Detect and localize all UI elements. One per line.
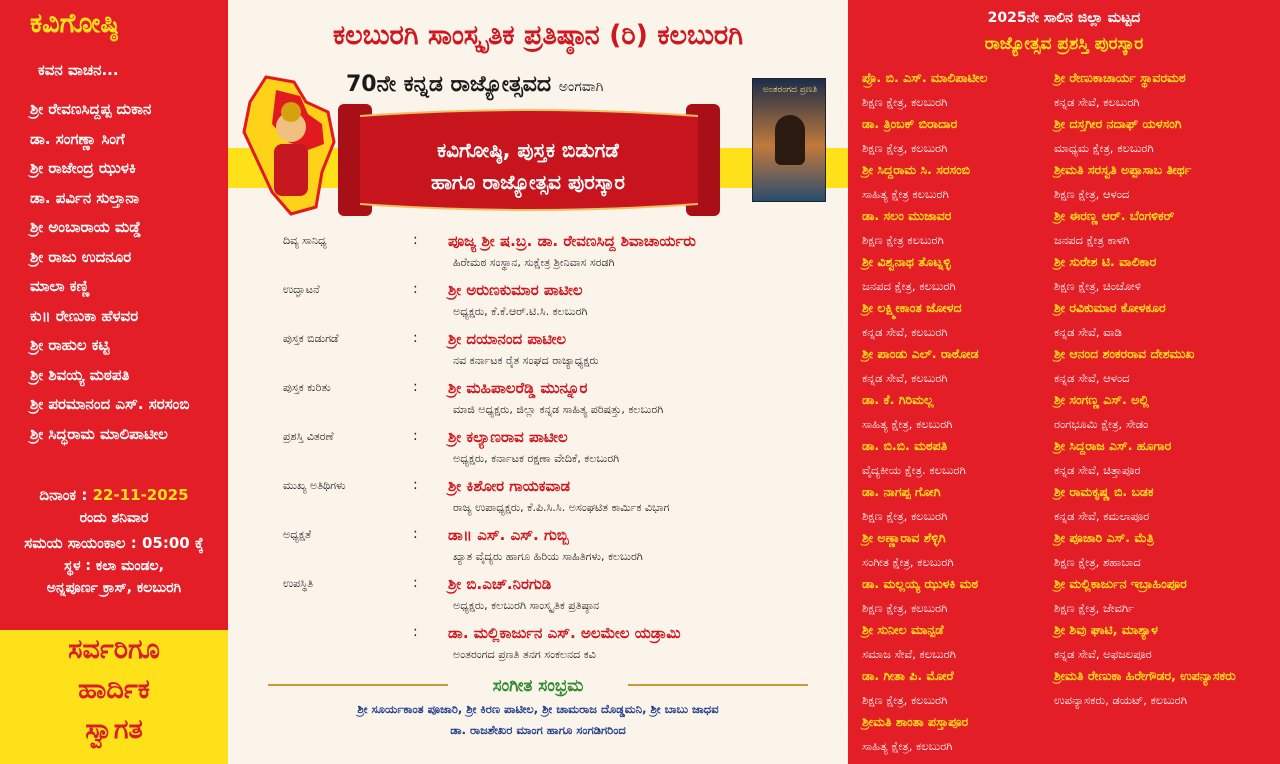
center-panel [228,0,848,764]
awardee-entry [1054,392,1269,438]
guest-desc: ಖ್ಯಾತ ವೈದ್ಯರು ಹಾಗೂ ಹಿರಿಯ ಸಾಹಿತಿಗಳು, ಕಲಬುರಗಿ [453,550,643,563]
awardee-name: ಶ್ರೀಮತಿ ರೇಣುಕಾ ಹಿರೇಗೌಡರ, ಉಪನ್ಯಾಸಕರು [1054,668,1236,683]
awardee-entry [1054,622,1269,668]
awardee-entry [862,484,1077,530]
book-title: ಅಂತರಂಗದ ಪ್ರಣತಿ [762,85,818,95]
awardee-entry [1054,438,1269,484]
welcome-line: ಹಾರ್ದಿಕ [78,674,150,705]
music-section-title: ಸಂಗೀತ ಸಂಭ್ರಮ [492,676,584,696]
awardee-name: ಶ್ರೀ ದಸ್ತಗೀರ ನದಾಫ್ ಯಳಸಂಗಿ [1054,116,1182,131]
awardee-field: ಮಾಧ್ಯಮ ಕ್ಷೇತ್ರ, ಕಲಬುರಗಿ [1054,141,1154,155]
awardee-field: ಸಾಹಿತ್ಯ ಕ್ಷೇತ್ರ, ಕಲಬುರಗಿ [862,417,953,431]
awardee-entry [862,208,1077,254]
awardee-field: ಶಿಕ್ಷಣ ಕ್ಷೇತ್ರ, ಕಲಬುರಗಿ [862,601,948,615]
awards-subtitle: ರಾಜ್ಯೋತ್ಸವ ಪ್ರಶಸ್ತಿ ಪುರಸ್ಕಾರ [984,34,1144,54]
event-day: ರಂದು ಶನಿವಾರ [79,510,149,526]
list-item: ಶ್ರೀ ಅಂಬಾರಾಯ ಮಡ್ಡೆ [30,218,142,236]
awardee-name: ಶ್ರೀ ಸಿದ್ದರಾಜ ಎಸ್. ಹೂಗಾರ [1054,438,1172,453]
awardee-name: ಶ್ರೀ ರೇಣುಕಾಚಾರ್ಯ ಸ್ಥಾವರಮಠ [1054,70,1186,85]
awardee-name: ಡಾ. ತ್ರಿಂಬಕ್ ಬಿರಾದಾರ [862,116,958,131]
program-row [283,281,843,329]
awardee-field: ಕನ್ನಡ ಸೇವೆ, ಕಲಬುರಗಿ [1054,95,1140,109]
guest-desc: ಅಧ್ಯಕ್ಷರು, ಕೆ.ಕೆ.ಆರ್.ಟಿ.ಸಿ. ಕಲಬುರಗಿ [453,305,588,318]
separator-colon: : [413,477,418,493]
awardee-name: ಶ್ರೀ ಸಿದ್ದರಾಮ ಸಿ. ಸರಸಂಬಿ [862,162,971,177]
rajyotsava-subtitle: 70ನೇ ಕನ್ನಡ ರಾಜ್ಯೋತ್ಸವದ ಅಂಗವಾಗಿ [346,72,604,97]
awardee-entry [862,622,1077,668]
program-row [283,379,843,427]
awardee-field: ಜನಪದ ಕ್ಷೇತ್ರ, ಕಲಬುರಗಿ [862,279,956,293]
awardee-name: ಶ್ರೀ ಸಂಗಣ್ಣ ಎಸ್. ಅಲ್ಲಿ [1054,392,1149,407]
welcome-line: ಸರ್ವರಿಗೂ [68,634,160,665]
awardee-name: ಡಾ. ಗೀತಾ ಪಿ. ಮೋರೆ [862,668,954,683]
list-item: ಶ್ರೀ ಪರಮಾನಂದ ಎಸ್. ಸರಸಂಬಿ [30,395,190,413]
guest-desc: ರಾಜ್ಯ ಉಪಾಧ್ಯಕ್ಷರು, ಕೆ.ಪಿ.ಸಿ.ಸಿ. ಅಸಂಘಟಿತ ಕಾರ್ಮಿಕ ವಿಭಾಗ [453,501,670,514]
poet-list [30,100,189,454]
music-performers: ಡಾ. ರಾಜಶೇಖರ ಮಾಂಗ ಹಾಗೂ ಸಂಗಡಿಗರಿಂದ [450,723,626,737]
awardee-field: ಸಾಹಿತ್ಯ ಕ್ಷೇತ್ರ ಕಲಬುರಗಿ [862,187,949,201]
program-row [283,428,843,476]
guest-name: ಶ್ರೀ ಅರುಣಕುಮಾರ ಪಾಟೀಲ [448,281,583,299]
list-item: ಶ್ರೀ ರಾಜೇಂದ್ರ ಝುಳಕಿ [30,159,136,177]
event-date: ದಿನಾಂಕ : 22-11-2025 [39,486,189,504]
guest-name: ಡಾ॥ ಎಸ್. ಎಸ್. ಗುಬ್ಬಿ [448,526,569,544]
awardee-field: ಕನ್ನಡ ಸೇವೆ, ಅಫಜಲಪೂರ [1054,647,1152,661]
separator-colon: : [413,379,418,395]
event-time: ಸಮಯ ಸಾಯಂಕಾಲ : 05:00 ಕ್ಕೆ [24,534,204,552]
kavana-vachana-subtitle: ಕವನ ವಾಚನ... [38,61,119,79]
awardee-name: ಡಾ. ಸಲಂ ಮುಜಾವರ [862,208,952,223]
awardee-name: ಶ್ರೀ ಮಲ್ಲಿಕಾರ್ಜುನ ಇಬ್ರಾಹಿಂಪೂರ [1054,576,1187,591]
figure-silhouette-icon [775,115,805,165]
awardee-name: ಶ್ರೀಮತಿ ಶಾಂತಾ ಪಸ್ತಾಪೂರ [862,714,969,729]
awardee-name: ಶ್ರೀ ಶಿವು ಘಾಟಿ, ಮಾಶ್ಯಾಳ [1054,622,1158,637]
awardee-name: ಶ್ರೀ ಸುನೀಲ ಮಾನ್ಪಡೆ [862,622,944,637]
awardee-name: ಶ್ರೀ ಲಕ್ಷ್ಮೀಕಾಂತ ಜೋಳದ [862,300,962,315]
kavigoshthi-title: ಕವಿಗೋಷ್ಠಿ [30,8,119,39]
awardee-field: ಕನ್ನಡ ಸೇವೆ, ಚಿತ್ತಾಪೂರ [1054,463,1141,477]
awardee-name: ಶ್ರೀ ರವಿಕುಮಾರ ಕೋಳಕೂರ [1054,300,1166,315]
separator-colon: : [413,281,418,297]
guest-desc: ಅಧ್ಯಕ್ಷರು, ಕಲಬುರಗಿ ಸಾಂಸ್ಕೃತಿಕ ಪ್ರತಿಷ್ಠಾನ [453,599,600,612]
guest-name: ಡಾ. ಮಲ್ಲಿಕಾರ್ಜುನ ಎಸ್. ಅಲಮೇಲ ಯಡ್ರಾಮಿ [448,624,681,642]
list-item: ಶ್ರೀ ಸಿದ್ಧರಾಮ ಮಾಲಿಪಾಟೀಲ [30,424,168,443]
awardee-entry [1054,346,1269,392]
awardee-name: ಶ್ರೀ ರಾಮಕೃಷ್ಣ ಬಿ. ಬಡಕ [1054,484,1154,499]
awardee-entry [1054,162,1269,208]
awards-title: 2025ನೇ ಸಾಲಿನ ಜಿಲ್ಲಾ ಮಟ್ಟದ [987,10,1141,26]
awardee-entry [862,668,1077,714]
awardee-name: ಪ್ರೊ. ಬಿ. ಎಸ್. ಮಾಲಿಪಾಟೀಲ [862,70,988,85]
separator-colon: : [413,330,418,346]
event-venue-line1: ಸ್ಥಳ : ಕಲಾ ಮಂಡಲ, [64,558,164,574]
separator-colon: : [413,428,418,444]
role-label: ಪುಸ್ತಕ ಕುರಿತು [283,381,331,394]
awardee-field: ಕನ್ನಡ ಸೇವೆ, ಕಲಬುರಗಿ [862,325,948,339]
guest-desc: ಹಿರೇಮಠ ಸಂಸ್ಥಾನ, ಸುಕ್ಷೇತ್ರ ಶ್ರೀನಿವಾಸ ಸರಡಗಿ [453,256,615,269]
awardee-entry [1054,116,1269,162]
awardee-entry [862,254,1077,300]
awardee-entry [862,576,1077,622]
music-performers: ಶ್ರೀ ಸೂರ್ಯಕಾಂತ ಪೂಜಾರಿ, ಶ್ರೀ ಕಿರಣ ಪಾಟೀಲ, ಶ್ರೀ ಚಾಮರಾಜ ದೊಡ್ಡಮನಿ, ಶ್ರೀ ಬಾಬು ಜಾಧವ [357,702,719,716]
awardee-field: ಸಂಗೀತ ಕ್ಷೇತ್ರ, ಕಲಬುರಗಿ [862,555,954,569]
list-item: ಮಾಲಾ ಕಣ್ಣಿ [30,277,90,295]
awardee-name: ಶ್ರೀ ವಿಶ್ವನಾಥ ತೊಟ್ನಳ್ಳಿ [862,254,951,269]
awardee-field: ಶಿಕ್ಷಣ ಕ್ಷೇತ್ರ, ಕಲಬುರಗಿ [862,141,948,155]
awardee-name: ಶ್ರೀ ಸುರೇಶ ಟಿ. ವಾಲಿಕಾರ [1054,254,1157,269]
event-venue-line2: ಅನ್ನಪೂರ್ಣ ಕ್ರಾಸ್, ಕಲಬುರಗಿ [46,580,182,596]
separator-colon: : [413,624,418,640]
program-row [283,477,843,525]
awardee-entry [862,70,1077,116]
guest-name: ಶ್ರೀ ಮಹಿಪಾಲರೆಡ್ಡಿ ಮುನ್ನೂರ [448,379,588,397]
awardee-entry [862,300,1077,346]
left-panel [0,0,228,764]
guest-desc: ನವ ಕರ್ನಾಟಕ ರೈತ ಸಂಘದ ರಾಜ್ಯಾಧ್ಯಕ್ಷರು [453,354,599,367]
awardee-name: ಡಾ. ಕೆ. ಗಿರಿಮಲ್ಲ [862,392,934,407]
list-item: ಶ್ರೀ ಶಿವಯ್ಯ ಮಠಪತಿ [30,365,130,384]
awardee-field: ಕನ್ನಡ ಸೇವೆ, ಕಲಬುರಗಿ [862,371,948,385]
awardee-name: ಡಾ. ಮಲ್ಲಯ್ಯ ಝುಳಕಿ ಮಠ [862,576,979,591]
role-label: ಪುಸ್ತಕ ಬಿಡುಗಡೆ [283,332,339,345]
awardee-field: ಕನ್ನಡ ಸೇವೆ, ವಾಡಿ [1054,325,1122,339]
awardee-field: ಶಿಕ್ಷಣ ಕ್ಷೇತ್ರ, ಜೇವರ್ಗಿ [1054,601,1135,615]
awardee-entry [1054,668,1269,714]
program-row [283,624,843,672]
awardee-entry [862,530,1077,576]
book-cover [752,78,826,202]
awardee-entry [1054,254,1269,300]
awardee-field: ಉಪನ್ಯಾಸಕರು, ಡಯಟ್, ಕಲಬುರಗಿ [1054,693,1188,707]
welcome-box [0,630,228,764]
role-label: ಉದ್ಘಾಟನೆ [283,283,320,296]
awardee-name: ಡಾ. ನಾಗಪ್ಪ ಗೋಗಿ [862,484,941,499]
awardee-field: ಶಿಕ್ಷಣ ಕ್ಷೇತ್ರ, ಕಲಬುರಗಿ [862,693,948,707]
role-label: ಮುಖ್ಯ ಅತಿಥಿಗಳು [283,479,346,492]
list-item: ಕು॥ ರೇಣುಕಾ ಹೆಳವರ [30,306,139,325]
banner-line: ಹಾಗೂ ರಾಜ್ಯೋತ್ಸವ ಪುರಸ್ಕಾರ [431,170,625,194]
awardee-field: ಸಾಹಿತ್ಯ ಕ್ಷೇತ್ರ, ಕಲಬುರಗಿ [862,739,953,753]
guest-name: ಶ್ರೀ ಕಿಶೋರ ಗಾಯಕವಾಡ [448,477,571,495]
awardee-entry [862,392,1077,438]
list-item: ಶ್ರೀ ರಾಹುಲ ಕಟ್ಟಿ [30,336,110,354]
awardee-entry [1054,208,1269,254]
awardee-name: ಶ್ರೀ ಈರಣ್ಣ ಆರ್. ಬೆಂಗಳಿಕರ್ [1054,208,1175,223]
awardee-entry [1054,300,1269,346]
organization-title: ಕಲಬುರಗಿ ಸಾಂಸ್ಕೃತಿಕ ಪ್ರತಿಷ್ಠಾನ (ರಿ) ಕಲಬುರಗಿ [333,20,743,51]
welcome-line: ಸ್ವಾಗತ [85,714,143,745]
role-label: ದಿವ್ಯ ಸಾನಿಧ್ಯ [283,234,327,247]
awardee-name: ಡಾ. ಬಿ.ಬಿ. ಮಠಪತಿ [862,438,948,453]
awardee-entry [862,116,1077,162]
awardee-field: ಶಿಕ್ಷಣ ಕ್ಷೇತ್ರ, ಕಲಬುರಗಿ [862,95,948,109]
guest-desc: ಅಂತರಂಗದ ಪ್ರಣತಿ ತನಗ ಸಂಕಲನದ ಕವಿ [453,648,596,661]
awardee-name: ಶ್ರೀ ಪೂಜಾರಿ ಎಸ್. ಮೆತ್ರಿ [1054,530,1154,545]
awardee-entry [1054,576,1269,622]
awardee-field: ಶಿಕ್ಷಣ ಕ್ಷೇತ್ರ, ಕಲಬುರಗಿ [862,509,948,523]
awardee-name: ಶ್ರೀಮತಿ ಸರಸ್ವತಿ ಅಪ್ಪಾಸಾಬ ತೀರ್ಥ [1054,162,1192,177]
awardee-entry [862,162,1077,208]
awardee-name: ಶ್ರೀ ಪಾಂಡು ಎಲ್. ರಾಠೋಡ [862,346,979,361]
awardee-field: ಶಿಕ್ಷಣ ಕ್ಷೇತ್ರ, ಶಹಾಬಾದ [1054,555,1141,569]
role-label: ಉಪಸ್ಥಿತಿ [283,577,314,590]
awardee-entry [1054,70,1269,116]
awardee-entry [1054,484,1269,530]
awardee-name: ಶ್ರೀ ಆನಂದ ಶಂಕರರಾವ ದೇಶಮುಖ [1054,346,1195,361]
awardee-field: ಸಮಾಜ ಸೇವೆ, ಕಲಬುರಗಿ [862,647,956,661]
awardee-entry [862,346,1077,392]
awardee-field: ಕನ್ನಡ ಸೇವೆ, ಕಮಲಾಪೂರ [1054,509,1150,523]
awardee-field: ಶಿಕ್ಷಣ ಕ್ಷೇತ್ರ ಕಲಬುರಗಿ [862,233,944,247]
program-row [283,232,843,280]
right-panel [848,0,1280,764]
awardee-entry [862,714,1077,760]
guest-name: ಶ್ರೀ ಬಿ.ಎಚ್.ನಿರಗುಡಿ [448,575,552,593]
list-item: ಡಾ. ಪರ್ವಿನ ಸುಲ್ತಾನಾ [30,188,140,207]
guest-name: ಪೂಜ್ಯ ಶ್ರೀ ಷ.ಬ್ರ. ಡಾ. ರೇವಣಸಿದ್ದ ಶಿವಾಚಾರ್ಯರು [448,232,696,250]
guest-desc: ಅಧ್ಯಕ್ಷರು, ಕರ್ನಾಟಕ ರಕ್ಷಣಾ ವೇದಿಕೆ, ಕಲಬುರಗಿ [453,452,620,465]
program-row [283,330,843,378]
awardee-entry [862,438,1077,484]
program-row [283,575,843,623]
awardee-field: ರಂಗಭೂಮಿ ಕ್ಷೇತ್ರ, ಸೇಡಂ [1054,417,1149,431]
separator-colon: : [413,526,418,542]
guest-name: ಶ್ರೀ ಕಲ್ಯಾಣರಾವ ಪಾಟೀಲ [448,428,568,446]
karnataka-map-icon [236,72,346,222]
list-item: ಶ್ರೀ ರಾಜು ಉದನೂರ [30,247,132,266]
guest-name: ಶ್ರೀ ದಯಾನಂದ ಪಾಟೀಲ [448,330,567,348]
awardee-field: ಜನಪದ ಕ್ಷೇತ್ರ ಕಾಳಗಿ [1054,233,1130,247]
guest-desc: ಮಾಜಿ ಅಧ್ಯಕ್ಷರು, ಜಿಲ್ಲಾ ಕನ್ನಡ ಸಾಹಿತ್ಯ ಪರಿಷತ್ತು, ಕಲಬುರಗಿ [453,403,664,416]
awardee-name: ಶ್ರೀ ಅಣ್ಣಾರಾವ ಶೆಳ್ಳಿಗಿ [862,530,946,545]
separator-colon: : [413,232,418,248]
list-item: ಶ್ರೀ ರೇವಣಸಿದ್ದಪ್ಪ ದುಕಾನ [30,100,152,118]
banner-line: ಕವಿಗೋಷ್ಠಿ, ಪುಸ್ತಕ ಬಿಡುಗಡೆ [437,138,619,162]
awardee-entry [1054,530,1269,576]
awardee-field: ಶಿಕ್ಷಣ ಕ್ಷೇತ್ರ, ಆಳಂದ [1054,187,1130,201]
awardee-field: ವೈದ್ಯಕೀಯ ಕ್ಷೇತ್ರ. ಕಲಬುರಗಿ [862,463,966,477]
awardee-field: ಶಿಕ್ಷಣ ಕ್ಷೇತ್ರ, ಚಿಂಚೋಳಿ [1054,279,1142,293]
awardee-field: ಕನ್ನಡ ಸೇವೆ, ಆಳಂದ [1054,371,1130,385]
program-row [283,526,843,574]
role-label: ಅಧ್ಯಕ್ಷತೆ [283,528,312,541]
role-label: ಪ್ರಶಸ್ತಿ ವಿತರಣೆ [283,430,334,443]
list-item: ಡಾ. ಸಂಗಣ್ಣಾ ಸಿಂಗೆ [30,129,125,148]
separator-colon: : [413,575,418,591]
